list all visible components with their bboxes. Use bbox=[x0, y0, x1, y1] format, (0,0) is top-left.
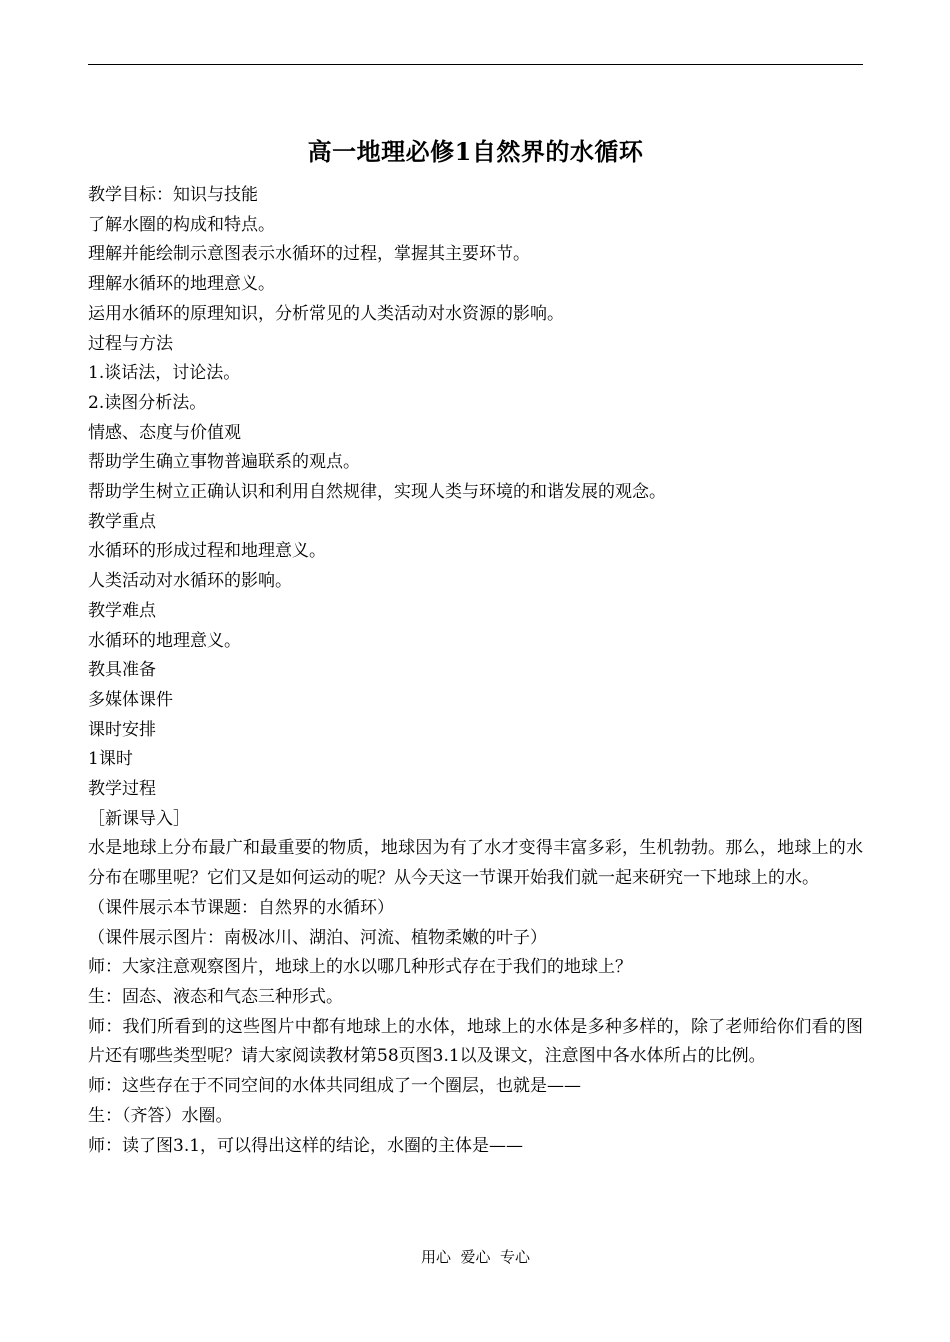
header-rule bbox=[88, 64, 863, 65]
body-paragraph: 师：读了图3.1，可以得出这样的结论，水圈的主体是—— bbox=[88, 1135, 524, 1156]
body-paragraph: 师：这些存在于不同空间的水体共同组成了一个圈层，也就是—— bbox=[88, 1076, 581, 1097]
body-paragraph: 过程与方法 bbox=[88, 333, 173, 354]
body-paragraph: 水循环的形成过程和地理意义。 bbox=[88, 541, 326, 562]
body-paragraph: 生：固态、液态和气态三种形式。 bbox=[88, 986, 343, 1007]
body-paragraph: （课件展示图片：南极冰川、湖泊、河流、植物柔嫩的叶子） bbox=[88, 927, 547, 948]
body-paragraph: 教学重点 bbox=[88, 511, 156, 532]
page-footer: 用心 爱心 专心 bbox=[420, 1248, 531, 1266]
body-paragraph: 水是地球上分布最广和最重要的物质，地球因为有了水才变得丰富多彩，生机勃勃。那么，地球上的水分布在哪里呢？它们又是如何运动的呢？从今天这一节课开始我们就一起来研究一下地球上的水。 bbox=[88, 838, 863, 889]
body-paragraph: 教学难点 bbox=[88, 600, 156, 621]
body-paragraph: （课件展示本节课题：自然界的水循环） bbox=[88, 897, 394, 918]
body-paragraph: 教学目标：知识与技能 bbox=[88, 185, 258, 205]
body-paragraph: 1课时 bbox=[88, 749, 133, 770]
body-paragraph: 水循环的地理意义。 bbox=[88, 630, 241, 651]
body-paragraph: ［新课导入］ bbox=[88, 808, 190, 829]
body-paragraph: 教具准备 bbox=[88, 660, 156, 681]
body-paragraph: 人类活动对水循环的影响。 bbox=[88, 571, 292, 592]
body-paragraph: 教学过程 bbox=[88, 779, 156, 800]
body-paragraph: 师：我们所看到的这些图片中都有地球上的水体，地球上的水体是多种多样的，除了老师给你们看的图片还有哪些类型呢？请大家阅读教材第58页图3.1以及课文，注意图中各水体所占的比例。 bbox=[88, 1016, 863, 1067]
body-paragraph: 情感、态度与价值观 bbox=[88, 422, 241, 443]
body-paragraph: 师：大家注意观察图片，地球上的水以哪几种形式存在于我们的地球上？ bbox=[88, 957, 632, 978]
body-paragraph: 多媒体课件 bbox=[88, 689, 173, 710]
document-title: 高一地理必修1自然界的水循环 bbox=[307, 137, 644, 166]
body-paragraph: 帮助学生确立事物普遍联系的观点。 bbox=[88, 452, 360, 473]
body-paragraph: 帮助学生树立正确认识和利用自然规律，实现人类与环境的和谐发展的观念。 bbox=[88, 482, 666, 503]
body-paragraph: 理解水循环的地理意义。 bbox=[88, 274, 275, 295]
body-paragraph: 2.读图分析法。 bbox=[88, 392, 207, 413]
body-paragraph: 理解并能绘制示意图表示水循环的过程，掌握其主要环节。 bbox=[88, 244, 530, 265]
document-body bbox=[88, 181, 863, 1161]
body-paragraph: 生：（齐答）水圈。 bbox=[88, 1105, 233, 1126]
body-paragraph: 运用水循环的原理知识，分析常见的人类活动对水资源的影响。 bbox=[88, 303, 564, 324]
body-paragraph: 了解水圈的构成和特点。 bbox=[88, 214, 275, 235]
body-paragraph: 1.谈话法，讨论法。 bbox=[88, 363, 241, 384]
body-paragraph: 课时安排 bbox=[88, 719, 156, 740]
